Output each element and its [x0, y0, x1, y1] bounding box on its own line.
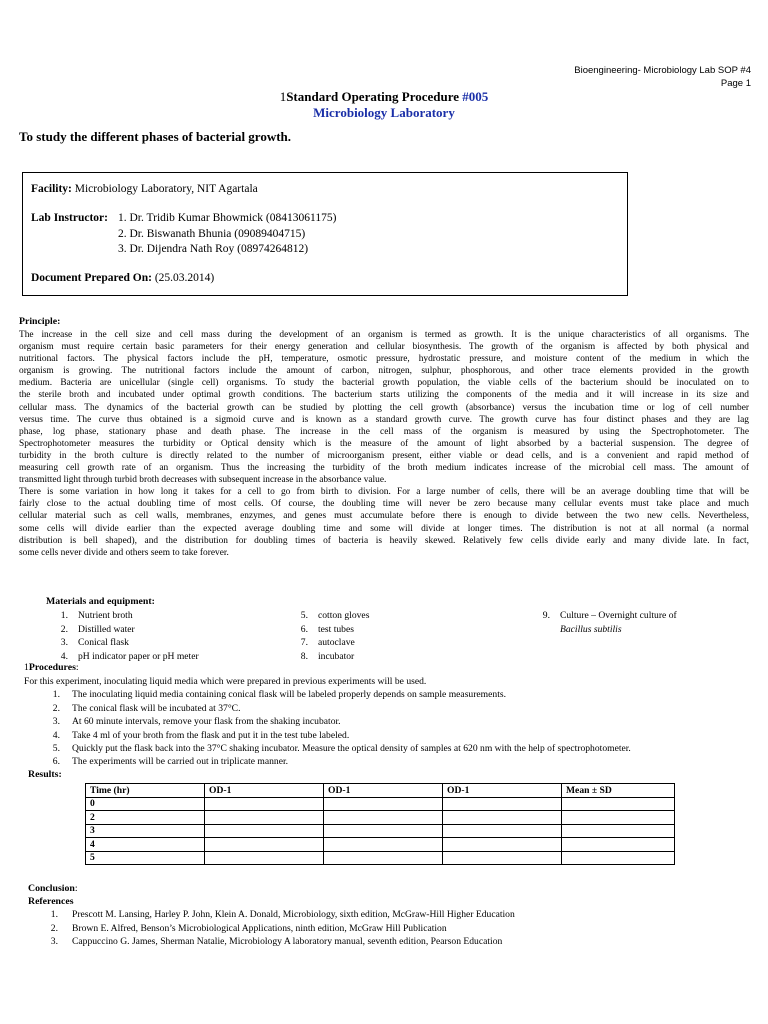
principle-line: distribution is bell shaped), and the distribution for doubling times of bacteria is heavily skewed. Relatively few cells divide early and many divide late. In fact, [19, 535, 749, 546]
principle-line: fairly close to the actual doubling time of most cells. Of course, the doubling time will never be zero because many cellular events must take place and much [19, 499, 749, 510]
principle-heading: Principle: [19, 316, 61, 327]
column-header: OD-1 [443, 784, 562, 798]
header-doc-id: Bioengineering- Microbiology Lab SOP #4 [574, 65, 751, 76]
column-header: OD-1 [205, 784, 324, 798]
table-row [86, 824, 675, 838]
list-item: 7. autoclave [300, 637, 355, 648]
principle-line: versus time. The curve thus obtained is a sigmoid curve and is known as a standard growth curve. The growth curve has four distinct phases and they are lag [19, 414, 749, 425]
list-item: 2. The conical flask will be incubated at 37°C. [52, 702, 241, 714]
principle-line: nutritional factors. The physical factors include the pH, temperature, osmotic pressure, hydrostatic pressure, and moisture content of the medium in which the [19, 354, 749, 365]
principle-line: Spectrophotometer measures the turbidity or Optical density which is the measure of the amount of light absorbed by a bacterial suspension. The degree of [19, 438, 749, 449]
principle-line: phase, log phase, stationary phase and death phase. The increase in the cell mass of the organism is measured by using the Spectrophotometer. The [19, 426, 749, 437]
page-header [574, 64, 751, 90]
prepared-label: Document Prepared On: [31, 272, 152, 284]
list-item: 1. Prescott M. Lansing, Harley P. John, Klein A. Donald, Microbiology, sixth edition, McGraw-Hill Higher Education [50, 909, 515, 920]
instructor-label: Lab Instructor: [31, 212, 108, 224]
document-title [0, 89, 768, 121]
lab-name: Microbiology Laboratory [313, 105, 455, 120]
principle-line: some cells never divide and others seem to take forever. [19, 547, 229, 558]
list-item: 2. Brown E. Alfred, Benson’s Microbiological Applications, ninth edition, McGraw Hill Publication [50, 922, 447, 934]
facility-label: Facility: [31, 183, 72, 195]
table-row [86, 811, 675, 825]
table-row [86, 851, 675, 865]
list-item: 3. Conical flask [60, 637, 129, 648]
principle-line: cellular material such as cell walls, membranes, enzymes, and genes must accumulate before there is enough to divide between the two new cells. Nevertheless, [19, 511, 749, 522]
principle-text [19, 329, 749, 559]
principle-line: turbidity in the broth culture is directly related to the number of microorganism present, either viable or dead cells, and is a convenient and rapid method of [19, 450, 749, 461]
list-item: 1. The inoculating liquid media containing conical flask will be labeled properly depends on sample measurements. [52, 689, 506, 701]
column-header: OD-1 [324, 784, 443, 798]
info-box [22, 172, 628, 296]
results-heading: Results: [28, 769, 62, 780]
principle-line: organism must require certain basic parameters for their energy generation and cellular biosynthesis. The growth of the organism is affected by both physical and [19, 342, 749, 353]
table-row [86, 838, 675, 852]
references-heading: References [28, 896, 74, 907]
procedures-heading: 1Procedures: [24, 662, 79, 673]
time-cell: 2 [86, 811, 205, 825]
instructor-3: 3. Dr. Dijendra Nath Roy (08974264812) [118, 243, 309, 255]
principle-line: the sterile broth and incubated under optimal growth conditions. The bacterium starts utilizing the components of the media and it will increase in its size and [19, 390, 749, 401]
list-item: 4. Take 4 ml of your broth from the flask and put it in the test tube labeled. [52, 729, 350, 741]
list-item: 3. At 60 minute intervals, remove your flask from the shaking incubator. [52, 716, 341, 728]
principle-line: medium. Bacteria are unicellular (single cell) organisms. To study the bacterial growth population, the viable cells of the bacterium should be inoculated on to [19, 378, 749, 389]
principle-line: transmitted light through turbid broth decreases with subsequent increase in the absorbance value. [19, 475, 387, 486]
list-item: 9. Culture – Overnight culture of [542, 610, 677, 621]
table-row [86, 797, 675, 811]
facility-row [31, 183, 258, 195]
list-item: 8. incubator [300, 650, 355, 662]
title-prefix: 1 [279, 89, 287, 104]
table-header-row [86, 784, 675, 798]
column-header: Time (hr) [86, 784, 205, 798]
sop-number: #005 [462, 89, 489, 104]
principle-line: some cells will divide earlier than the expected average doubling time and some will divide at longer times. The distribution is not at all normal (a normal [19, 523, 749, 534]
list-item: 5. Quickly put the flask back into the 37°C shaking incubator. Measure the optical density of samples at 620 nm with the help of spectrophotometer. [52, 743, 631, 754]
aim-statement: To study the different phases of bacterial growth. [19, 129, 292, 144]
facility-value: Microbiology Laboratory, NIT Agartala [71, 183, 258, 195]
principle-line: There is some variation in how long it takes for a cell to go from birth to division. For a large number of cells, there will be an average doubling time that will be [19, 487, 749, 498]
procedures-intro: For this experiment, inoculating liquid media which were prepared in previous experiments will be used. [24, 676, 427, 687]
results-table [85, 783, 675, 865]
principle-line: The increase in the cell size and cell mass during the development of an organism is termed as growth. It is the unique characteristics of all organisms. The [19, 330, 749, 340]
procedures-list [24, 675, 764, 775]
list-item: 3. Cappuccino G. James, Sherman Natalie, Microbiology A laboratory manual, seventh edition, Pearson Education [50, 936, 503, 947]
principle-line: measuring cell growth rate of an organism. Thus the increasing the turbidity of the broth medium indicates increase of the microbial cell mass. The amount of [19, 463, 749, 474]
list-item: 1. Nutrient broth [60, 610, 133, 621]
list-item: Bacillus subtilis [560, 623, 622, 635]
materials-list [0, 609, 768, 669]
time-cell: 4 [86, 838, 205, 852]
list-item: 4. pH indicator paper or pH meter [60, 650, 199, 662]
prepared-date: (25.03.2014) [151, 272, 215, 284]
time-cell: 5 [86, 851, 205, 865]
list-item: 2. Distilled water [60, 623, 135, 635]
principle-line: organism is growing. The nutritional factors include the amount of carbon, nitrogen, sulphur, phosphorous, and other trace elements provided in the growth [19, 366, 749, 377]
column-header: Mean ± SD [562, 784, 675, 798]
prepared-row [31, 272, 214, 284]
time-cell: 3 [86, 824, 205, 838]
list-item: 6. The experiments will be carried out in triplicate manner. [52, 756, 289, 768]
title-text: Standard Operating Procedure [286, 89, 463, 104]
instructor-1: 1. Dr. Tridib Kumar Bhowmick (08413061175) [118, 212, 337, 224]
materials-heading: Materials and equipment: [46, 596, 155, 607]
time-cell: 0 [86, 797, 205, 811]
references-list [28, 909, 748, 953]
list-item: 5. cotton gloves [300, 610, 370, 621]
header-page-number: Page 1 [720, 78, 751, 89]
list-item: 6. test tubes [300, 623, 354, 635]
instructor-2: 2. Dr. Biswanath Bhunia (09089404715) [118, 228, 306, 240]
conclusion-heading: Conclusion: [28, 883, 78, 894]
principle-line: cellular mass. The dynamics of the bacterial growth can be studied by plotting the cell growth (absorbance) versus the incubation time or log of cell number [19, 402, 749, 413]
